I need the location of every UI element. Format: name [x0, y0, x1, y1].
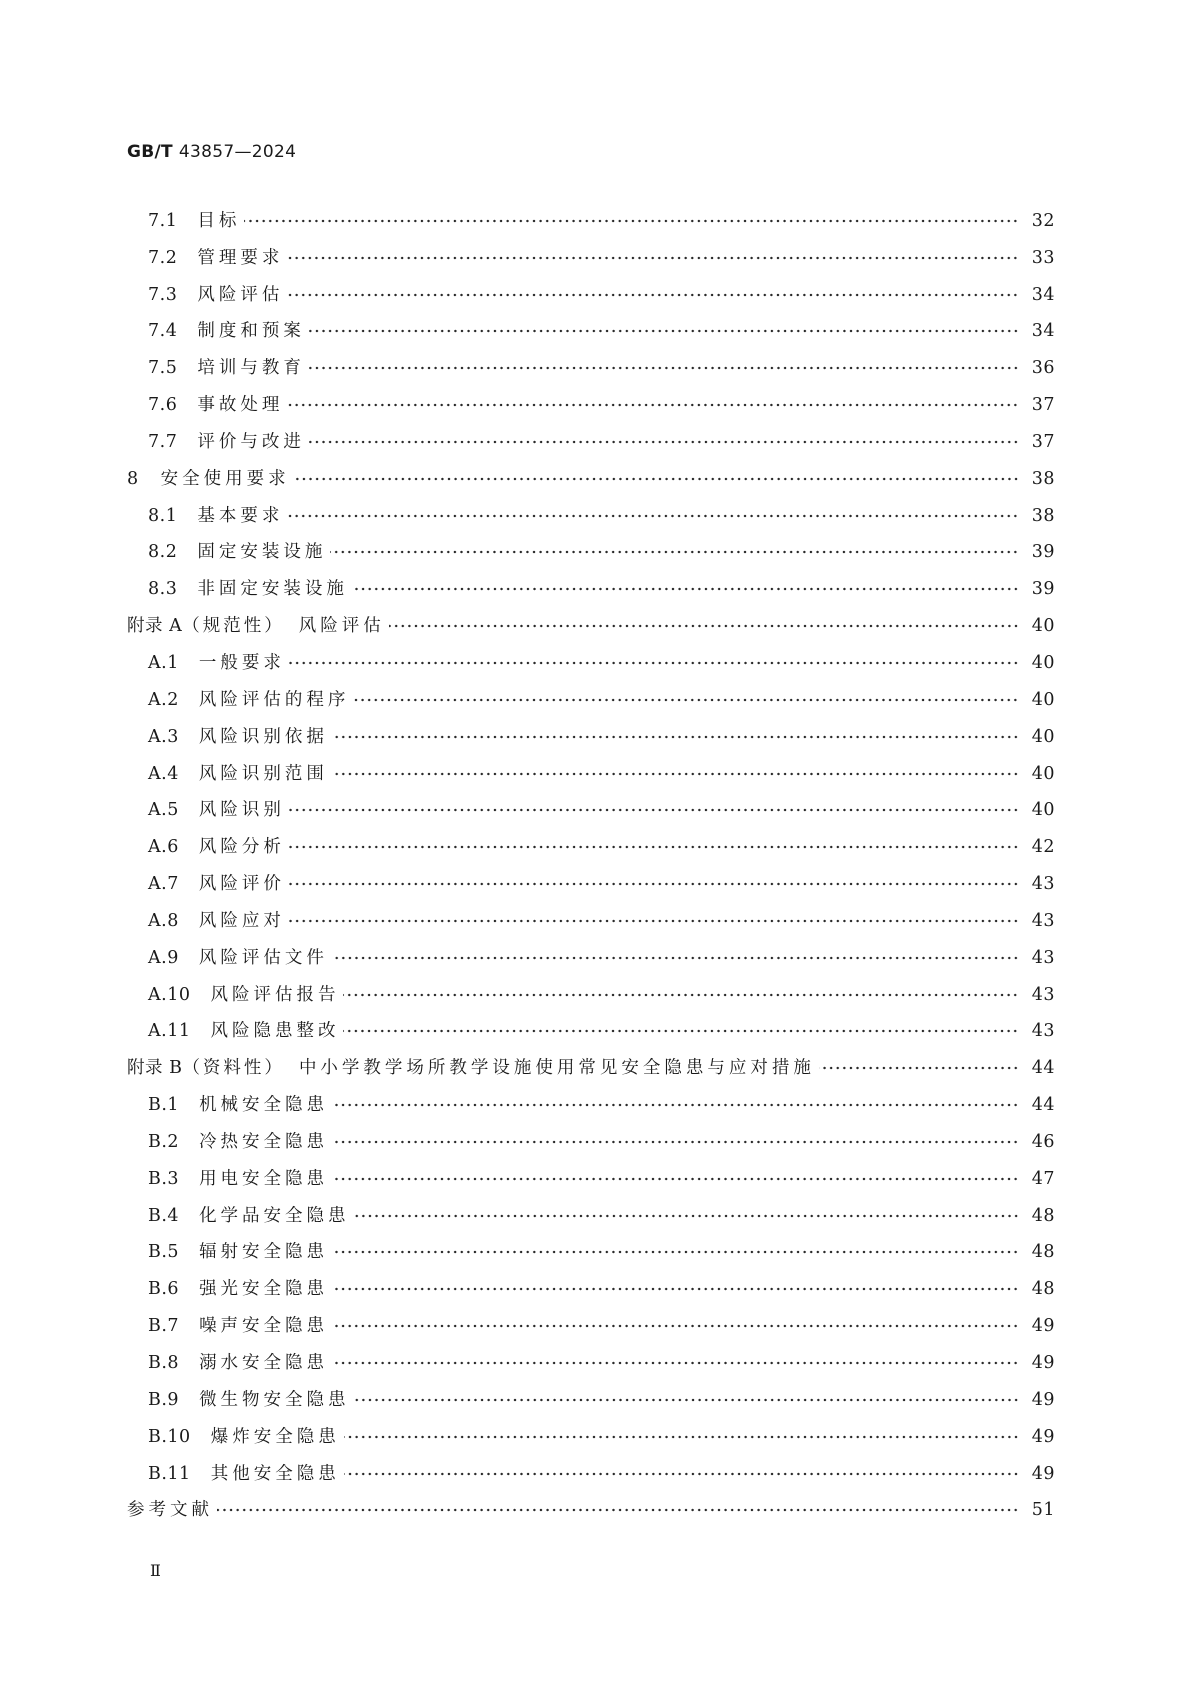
toc-entry-page: 34 — [1031, 284, 1055, 305]
toc-entry-references[interactable] — [127, 1486, 1055, 1523]
toc-entry-title: 用电安全隐患 — [199, 1168, 329, 1189]
toc-entry-a-2[interactable] — [127, 675, 1055, 712]
toc-entry-number: A.11 — [148, 1021, 191, 1042]
toc-entry-page: 49 — [1031, 1353, 1055, 1373]
toc-entry-page: 48 — [1031, 1242, 1055, 1263]
page-number-roman: Ⅱ — [150, 1561, 161, 1580]
toc-entry-page: 47 — [1031, 1168, 1055, 1189]
toc-entry-a-5[interactable] — [127, 786, 1055, 823]
toc-entry-7-6[interactable] — [127, 380, 1055, 417]
toc-entry-8-3[interactable] — [127, 564, 1055, 601]
toc-entry-page: 39 — [1031, 579, 1055, 600]
toc-entry-page: 38 — [1031, 505, 1055, 526]
toc-entry-b-4[interactable] — [127, 1191, 1055, 1228]
toc-entry-title: 培训与教育 — [197, 358, 305, 379]
toc-entry-page: 48 — [1031, 1205, 1055, 1226]
dot-leader — [287, 510, 1019, 522]
toc-entry-a-9[interactable] — [127, 933, 1055, 970]
toc-entry-page: 42 — [1031, 837, 1055, 858]
toc-entry-number: A.6 — [148, 837, 179, 858]
standard-code-prefix: GB/T — [127, 142, 173, 162]
toc-entry-page: 49 — [1031, 1426, 1055, 1447]
toc-entry-a-8[interactable] — [127, 896, 1055, 933]
toc-entry-title: 评价与改进 — [197, 431, 305, 452]
dot-leader — [289, 657, 1019, 669]
toc-entry-title: 化学品安全隐患 — [199, 1205, 350, 1226]
toc-entry-7-7[interactable] — [127, 417, 1055, 454]
toc-entry-number: B.5 — [148, 1242, 180, 1263]
dot-leader — [332, 768, 1019, 780]
dot-leader — [289, 804, 1019, 816]
toc-entry-b-3[interactable] — [127, 1154, 1055, 1191]
toc-entry-page: 46 — [1031, 1131, 1055, 1152]
standard-code-number: 43857—2024 — [178, 142, 297, 162]
toc-entry-title: 风险识别范围 — [198, 763, 328, 784]
toc-entry-title: 风险评估 — [298, 616, 385, 637]
dot-leader — [309, 436, 1019, 448]
dot-leader — [294, 473, 1019, 485]
toc-entry-number: 8.1 — [148, 505, 178, 526]
toc-entry-7-4[interactable] — [127, 307, 1055, 344]
toc-entry-number: B.11 — [148, 1463, 191, 1484]
dot-leader — [289, 878, 1019, 890]
toc-entry-page: 32 — [1031, 210, 1055, 231]
toc-entry-number: 7.5 — [148, 358, 178, 379]
toc-entry-title: 风险识别 — [198, 800, 285, 821]
toc-entry-number: 7.3 — [148, 284, 178, 305]
toc-entry-page: 51 — [1031, 1500, 1055, 1521]
toc-entry-page: 49 — [1031, 1389, 1055, 1410]
toc-entry-page: 43 — [1031, 1021, 1055, 1042]
toc-entry-title: 基本要求 — [197, 505, 284, 526]
table-of-contents — [127, 196, 1055, 1522]
toc-entry-7-2[interactable] — [127, 233, 1055, 270]
toc-entry-number: B.6 — [148, 1279, 180, 1300]
toc-entry-page: 34 — [1031, 321, 1055, 342]
toc-entry-a-6[interactable] — [127, 822, 1055, 859]
toc-entry-title: 冷热安全隐患 — [199, 1131, 329, 1152]
toc-entry-number: 7.2 — [148, 247, 178, 268]
toc-entry-title: 风险评估的程序 — [198, 689, 350, 710]
toc-entry-a-4[interactable] — [127, 749, 1055, 786]
dot-leader — [344, 1431, 1019, 1443]
dot-leader — [309, 325, 1019, 337]
toc-entry-title: 目标 — [197, 210, 241, 231]
toc-entry-page: 43 — [1031, 984, 1055, 1005]
toc-entry-page: 37 — [1031, 395, 1055, 416]
toc-entry-a-1[interactable] — [127, 638, 1055, 675]
toc-entry-title: 溺水安全隐患 — [199, 1353, 329, 1373]
toc-entry-number: A.9 — [148, 947, 179, 968]
toc-entry-title: 非固定安装设施 — [197, 579, 348, 600]
toc-entry-title: 强光安全隐患 — [199, 1279, 329, 1300]
toc-entry-8-1[interactable] — [127, 491, 1055, 528]
dot-leader — [244, 215, 1019, 227]
toc-entry-page: 40 — [1031, 763, 1055, 784]
toc-entry-page: 44 — [1031, 1058, 1055, 1079]
toc-entry-b-8[interactable] — [127, 1338, 1055, 1375]
dot-leader — [287, 399, 1019, 411]
dot-leader — [343, 1025, 1019, 1037]
toc-entry-title: 风险应对 — [198, 910, 285, 931]
toc-entry-number: A.7 — [148, 874, 179, 895]
toc-entry-annex-b[interactable] — [127, 1043, 1055, 1080]
toc-entry-number: B.9 — [148, 1389, 180, 1410]
dot-leader — [332, 1246, 1019, 1258]
toc-entry-title: 风险评估 — [197, 284, 284, 305]
dot-leader — [389, 620, 1019, 632]
toc-entry-number: B.4 — [148, 1205, 180, 1226]
toc-entry-page: 43 — [1031, 874, 1055, 895]
dot-leader — [332, 731, 1019, 743]
toc-entry-number: A.2 — [148, 689, 179, 710]
dot-leader — [330, 546, 1019, 558]
dot-leader — [289, 841, 1019, 853]
toc-entry-b-10[interactable] — [127, 1412, 1055, 1449]
toc-entry-number: A.1 — [148, 652, 179, 673]
toc-entry-page: 36 — [1031, 358, 1055, 379]
toc-entry-title: 一般要求 — [198, 652, 285, 673]
dot-leader — [354, 1210, 1019, 1222]
toc-entry-number: 8.2 — [148, 542, 178, 563]
toc-entry-7-5[interactable] — [127, 343, 1055, 380]
toc-entry-page: 40 — [1031, 616, 1055, 637]
dot-leader — [332, 1136, 1019, 1148]
toc-entry-b-1[interactable] — [127, 1080, 1055, 1117]
dot-leader — [353, 694, 1019, 706]
toc-entry-number: B.7 — [148, 1316, 180, 1337]
toc-entry-page: 48 — [1031, 1279, 1055, 1300]
toc-entry-page: 37 — [1031, 431, 1055, 452]
toc-entry-title: 制度和预案 — [197, 321, 305, 342]
toc-entry-page: 43 — [1031, 947, 1055, 968]
toc-entry-page: 33 — [1031, 247, 1055, 268]
toc-entry-page: 40 — [1031, 800, 1055, 821]
toc-entry-b-7[interactable] — [127, 1301, 1055, 1338]
toc-entry-7-3[interactable] — [127, 270, 1055, 307]
toc-entry-page: 43 — [1031, 910, 1055, 931]
dot-leader — [332, 1099, 1019, 1111]
toc-entry-number: B.10 — [148, 1426, 191, 1447]
toc-entry-page: 39 — [1031, 542, 1055, 563]
toc-entry-b-9[interactable] — [127, 1375, 1055, 1412]
toc-entry-b-11[interactable] — [127, 1449, 1055, 1486]
toc-entry-number: A.8 — [148, 910, 179, 931]
dot-leader — [332, 1320, 1019, 1332]
dot-leader — [819, 1062, 1019, 1074]
dot-leader — [287, 289, 1019, 301]
toc-entry-number: 附录 B — [127, 1058, 183, 1079]
dot-leader — [352, 583, 1019, 595]
toc-entry-a-11[interactable] — [127, 1007, 1055, 1044]
toc-entry-number: 7.7 — [148, 431, 178, 452]
dot-leader — [343, 989, 1019, 1001]
toc-entry-title: 辐射安全隐患 — [199, 1242, 329, 1263]
toc-entry-title: 风险隐患整改 — [210, 1021, 340, 1042]
dot-leader — [217, 1504, 1019, 1516]
toc-entry-page: 38 — [1031, 468, 1055, 489]
dot-leader — [289, 915, 1019, 927]
toc-entry-title: 风险评估报告 — [210, 984, 340, 1005]
toc-entry-b-6[interactable] — [127, 1264, 1055, 1301]
toc-entry-number: 8.3 — [148, 579, 178, 600]
toc-entry-a-10[interactable] — [127, 970, 1055, 1007]
dot-leader — [332, 1357, 1019, 1369]
toc-entry-title: 参考文献 — [127, 1500, 213, 1521]
toc-entry-number: B.1 — [148, 1095, 180, 1116]
annex-type-label: （资料性） — [182, 1058, 285, 1079]
toc-entry-page: 49 — [1031, 1463, 1055, 1484]
toc-entry-number: A.5 — [148, 800, 179, 821]
toc-entry-8[interactable] — [127, 454, 1055, 491]
toc-entry-annex-a[interactable] — [127, 601, 1055, 638]
toc-entry-number: B.2 — [148, 1131, 180, 1152]
toc-entry-b-5[interactable] — [127, 1228, 1055, 1265]
toc-entry-number: A.3 — [148, 726, 179, 747]
toc-entry-title: 安全使用要求 — [160, 468, 290, 489]
annex-type-label: （规范性） — [182, 616, 285, 637]
toc-entry-number: A.10 — [148, 984, 191, 1005]
dot-leader — [332, 1283, 1019, 1295]
toc-entry-title: 中小学教学场所教学设施使用常见安全隐患与应对措施 — [298, 1058, 815, 1079]
dot-leader — [344, 1468, 1019, 1480]
toc-entry-title: 管理要求 — [197, 247, 284, 268]
toc-entry-number: 附录 A — [127, 616, 183, 637]
toc-entry-title: 爆炸安全隐患 — [210, 1426, 340, 1447]
toc-entry-title: 其他安全隐患 — [210, 1463, 340, 1484]
toc-entry-title: 风险评估文件 — [198, 947, 328, 968]
toc-entry-number: B.3 — [148, 1168, 180, 1189]
toc-entry-title: 微生物安全隐患 — [199, 1389, 350, 1410]
toc-entry-page: 40 — [1031, 726, 1055, 747]
toc-entry-number: 7.1 — [148, 210, 178, 231]
toc-entry-page: 40 — [1031, 652, 1055, 673]
dot-leader — [287, 252, 1019, 264]
toc-entry-number: 8 — [127, 468, 139, 489]
toc-entry-page: 44 — [1031, 1095, 1055, 1116]
toc-entry-title: 机械安全隐患 — [199, 1095, 329, 1116]
toc-entry-number: 7.4 — [148, 321, 178, 342]
dot-leader — [332, 1173, 1019, 1185]
toc-entry-b-2[interactable] — [127, 1117, 1055, 1154]
toc-entry-title: 固定安装设施 — [197, 542, 327, 563]
dot-leader — [332, 952, 1019, 964]
toc-entry-title: 风险评价 — [198, 874, 285, 895]
toc-entry-title: 风险识别依据 — [198, 726, 328, 747]
toc-entry-page: 49 — [1031, 1316, 1055, 1337]
toc-entry-number: A.4 — [148, 763, 179, 784]
toc-entry-8-2[interactable] — [127, 528, 1055, 565]
dot-leader — [309, 362, 1019, 374]
toc-entry-title: 事故处理 — [197, 395, 284, 416]
dot-leader — [354, 1394, 1019, 1406]
standard-code-header — [127, 140, 296, 164]
toc-entry-title: 噪声安全隐患 — [199, 1316, 329, 1337]
toc-entry-page: 40 — [1031, 689, 1055, 710]
toc-entry-title: 风险分析 — [198, 837, 285, 858]
toc-entry-7-1[interactable] — [127, 196, 1055, 233]
toc-entry-a-7[interactable] — [127, 859, 1055, 896]
toc-entry-number: 7.6 — [148, 395, 178, 416]
toc-entry-a-3[interactable] — [127, 712, 1055, 749]
toc-entry-number: B.8 — [148, 1353, 180, 1373]
